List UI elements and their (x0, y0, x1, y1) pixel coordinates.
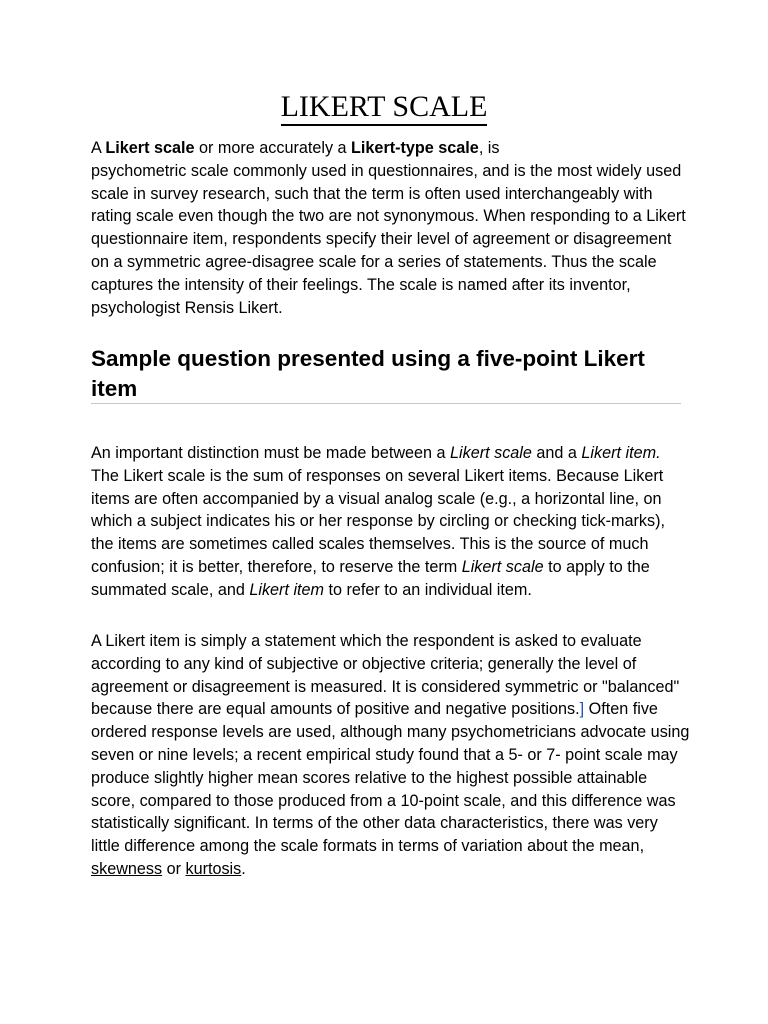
page-title-text: LIKERT SCALE (281, 90, 488, 126)
term-likert-scale: Likert scale (105, 139, 195, 157)
p3-text-3: or (162, 859, 186, 878)
skewness-link[interactable]: skewness (91, 859, 163, 878)
page-title (0, 88, 768, 126)
intro-text-d: , is (478, 139, 500, 157)
p2-italic-likert-scale: Likert scale (450, 444, 532, 462)
likert-item-paragraph (91, 630, 691, 881)
p2-text-4: to apply to the summated scale, and (91, 557, 650, 599)
section-heading: Sample question presented using a five-point Likert item (91, 346, 645, 401)
p2-text-3: The Likert scale is the sum of responses on several Likert items. Because Likert items are often accompanied by a visual analog scale (e.g., a horizontal line, on which a subject indicates his or her response by circling or checking tick-marks), the items are sometimes called scales themselves. This is the source of much confusion; it is better, therefore, to reserve the term (91, 466, 665, 576)
intro-paragraph (91, 137, 691, 319)
intro-text-c: or more accurately a (194, 139, 352, 157)
p2-italic-likert-scale-2: Likert scale (461, 557, 544, 576)
p3-text-4: . (241, 859, 246, 878)
citation-link[interactable]: ] (579, 700, 585, 719)
p2-text-5: to refer to an individual item. (324, 580, 532, 599)
p2-text-1: An important distinction must be made between a (91, 444, 451, 462)
p2-italic-likert-item-2: Likert item (249, 580, 325, 599)
term-likert-type-scale: Likert-type scale (351, 139, 479, 157)
intro-text-a: A (91, 139, 106, 157)
p3-text-1: A Likert item is simply a statement which the respondent is asked to evaluate according to any kind of subjective or objective criteria; generally the level of agreement or disagreement is measured. It is considered symmetric or "balanced" because there are equal amounts of positive and negative positions. (91, 632, 680, 719)
p2-text-2: and a (531, 444, 582, 462)
distinction-paragraph (91, 442, 691, 602)
p3-text-2: Often five ordered response levels are used, although many psychometricians advocate using seven or nine levels; a recent empirical study found that a 5- or 7- point scale may produce slightly higher mean scores relative to the highest possible attainable score, compared to those produced from a 10-point scale, and this difference was statistically significant. In terms of the other data characteristics, there was very little difference among the scale formats in terms of variation about the mean, (91, 700, 690, 856)
kurtosis-link[interactable]: kurtosis (185, 859, 242, 878)
p2-italic-likert-item: Likert item. (581, 444, 661, 462)
heading-divider (91, 403, 681, 404)
intro-text-e: psychometric scale commonly used in questionnaires, and is the most widely used scale in survey research, such that the term is often used interchangeably with rating scale even though the two are not synonymous. When responding to a Likert questionnaire item, respondents specify their level of agreement or disagreement on a symmetric agree-disagree scale for a series of statements. Thus the scale captures the intensity of their feelings. The scale is named after its inventor, psychologist Rensis Likert. (91, 161, 686, 317)
